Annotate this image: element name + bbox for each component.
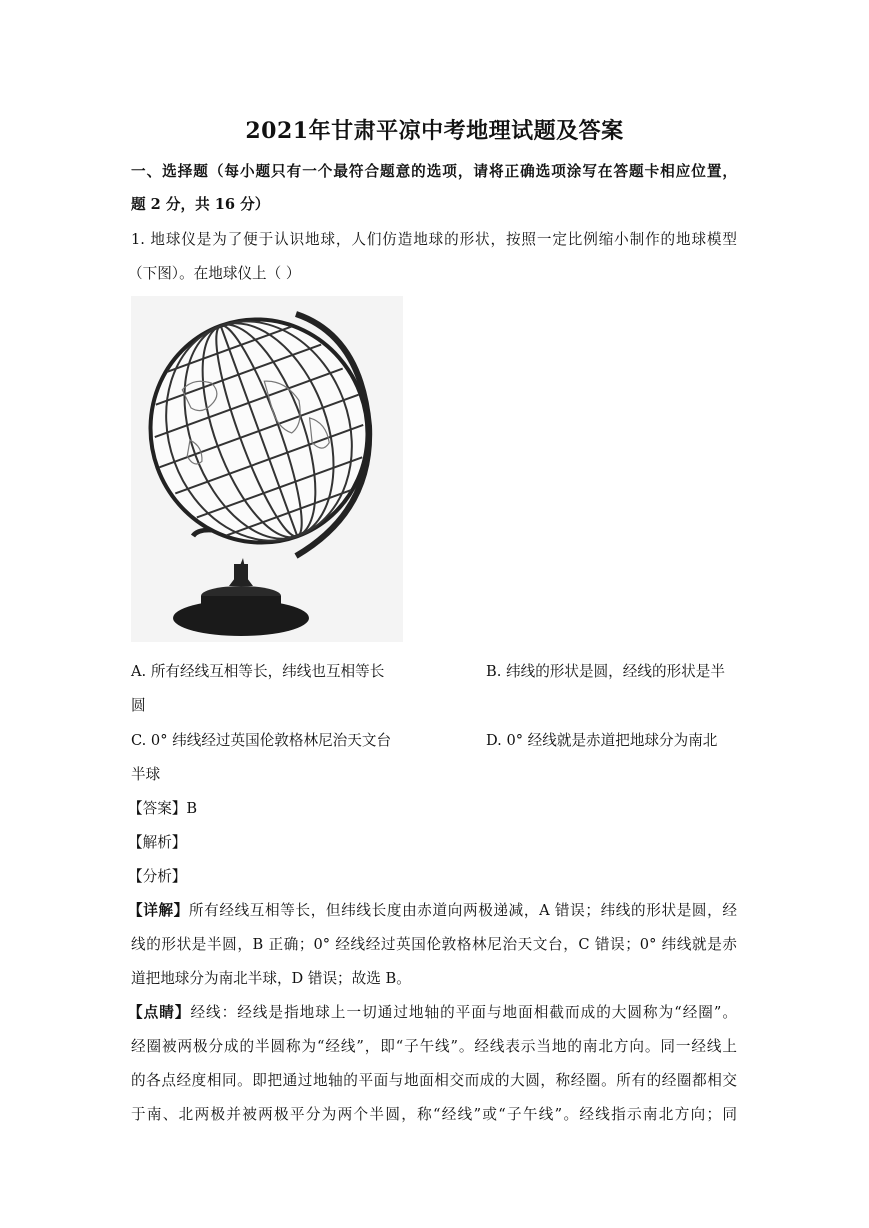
section-heading-line1: 一、选择题（每小题只有一个最符合题意的选项，请将正确选项涂写在答题卡相应位置， [131, 163, 737, 180]
globe-figure [131, 296, 403, 642]
option-b-line2: 圆 [131, 697, 146, 714]
detail-label: 【详解】 [128, 902, 189, 919]
analysis-label: 【解析】 [128, 834, 187, 851]
globe-illustration-icon [131, 296, 403, 642]
detail-line2: 线的形状是半圆，B 正确；0° 经线经过英国伦敦格林尼治天文台，C 错误；0° 纬线就是赤 [131, 936, 737, 953]
option-b-line1: B. 纬线的形状是圆，经线的形状是半 [486, 663, 725, 680]
page-title: 2021年甘肃平凉中考地理试题及答案 [245, 118, 624, 144]
option-a: A. 所有经线互相等长，纬线也互相等长 [131, 663, 385, 680]
answer: 【答案】B [128, 800, 198, 817]
option-d-line1: D. 0° 经线就是赤道把地球分为南北 [486, 732, 718, 749]
comment-line1 [128, 1001, 737, 1022]
question1-stem-line1: 1. 地球仪是为了便于认识地球，人们仿造地球的形状，按照一定比例缩小制作的地球模型 [131, 231, 737, 248]
option-d-line2: 半球 [131, 766, 161, 783]
question1-stem-line2: （下图）。在地球仪上（ ） [128, 265, 301, 282]
fenxi-label: 【分析】 [128, 868, 187, 885]
comment-text-line1: 经线：经线是指地球上一切通过地轴的平面与地面相截而成的大圆称为“经圈”。 [190, 1004, 737, 1021]
comment-line4: 于南、北两极并被两极平分为两个半圆，称“经线”或“子午线”。经线指示南北方向；同 [131, 1106, 737, 1123]
option-c: C. 0° 纬线经过英国伦敦格林尼治天文台 [131, 732, 392, 749]
section-heading-line2: 题 2 分，共 16 分） [131, 196, 270, 213]
comment-line3: 的各点经度相同。即把通过地轴的平面与地面相交而成的大圆，称经圈。所有的经圈都相交 [131, 1072, 737, 1089]
comment-line2: 经圈被两极分成的半圆称为“经线”，即“子午线”。经线表示当地的南北方向。同一经线上 [131, 1038, 737, 1055]
detail-line1 [128, 899, 737, 920]
detail-line3: 道把地球分为南北半球，D 错误；故选 B。 [131, 970, 411, 987]
detail-text-line1: 所有经线互相等长，但纬线长度由赤道向两极递减，A 错误；纬线的形状是圆，经 [188, 902, 737, 919]
comment-label: 【点睛】 [128, 1004, 191, 1021]
